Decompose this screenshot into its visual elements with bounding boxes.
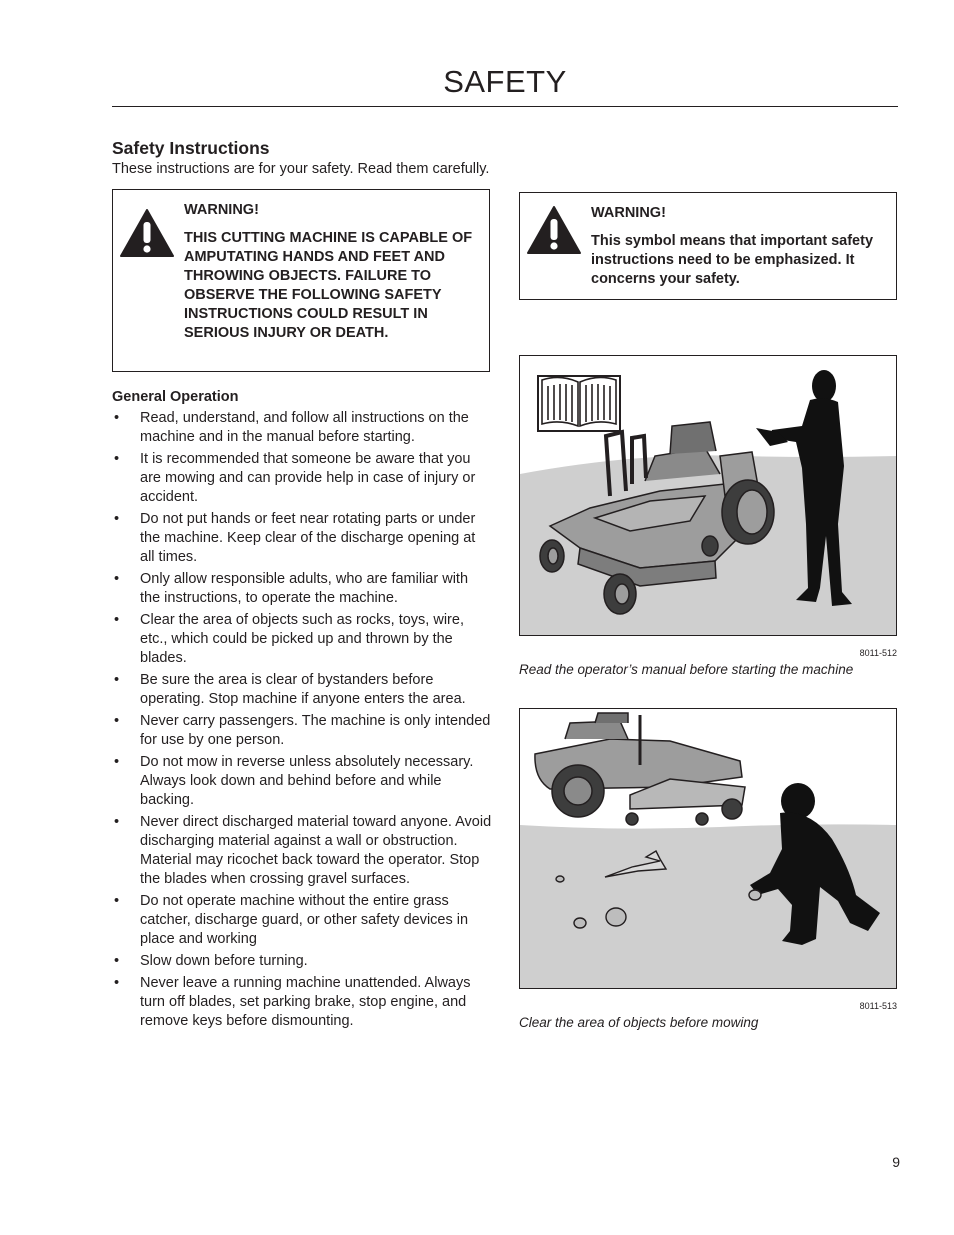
warning-triangle-icon (119, 208, 175, 258)
page-header-title: SAFETY (443, 64, 567, 99)
figure-illustration (519, 708, 897, 989)
page-number: 9 (892, 1154, 900, 1170)
list-item: • Slow down before turning. (112, 952, 492, 971)
list-item: • Never direct discharged material toward anyone. Avoid discharging material against a wall or obstruction. Material may ricochet back toward the operator. Stop the blades when crossing gravel surfaces. (112, 813, 492, 889)
list-item: • Read, understand, and follow all instructions on the machine and in the manual before starting. (112, 409, 492, 447)
list-item: • Only allow responsible adults, who are familiar with the instructions, to operate the machine. (112, 570, 492, 608)
left-column (112, 136, 492, 1034)
warning-box-main (112, 189, 490, 372)
warning-box-symbol (519, 192, 897, 300)
warning-title: WARNING! (591, 205, 666, 221)
warning-triangle-icon (526, 205, 582, 255)
list-item: • Do not operate machine without the entire grass catcher, discharge guard, or other safety devices in place and working (112, 892, 492, 949)
list-item: • Do not put hands or feet near rotating parts or under the machine. Keep clear of the discharge opening at all times. (112, 510, 492, 567)
header-divider (112, 106, 898, 107)
warning-body: This symbol means that important safety instructions need to be emphasized. It concerns your safety. (591, 233, 874, 287)
warning-title: WARNING! (184, 202, 259, 218)
general-operation-list (112, 409, 492, 1031)
list-item: • Never carry passengers. The machine is only intended for use by one person. (112, 712, 492, 750)
figure-code: 8011-513 (859, 1001, 897, 1011)
manual-book-icon (538, 376, 620, 431)
list-item: • Never leave a running machine unattended. Always turn off blades, set parking brake, stop engine, and remove keys before dismounting. (112, 974, 492, 1031)
figure-code: 8011-512 (859, 648, 897, 658)
mower-operator-illustration (520, 356, 896, 635)
list-item: • Be sure the area is clear of bystanders before operating. Stop machine if anyone enters the area. (112, 671, 492, 709)
figure-caption: Read the operator’s manual before starting the machine (519, 662, 854, 677)
figure-caption: Clear the area of objects before mowing (519, 1015, 759, 1030)
section-heading: Safety Instructions (112, 138, 270, 158)
general-operation-heading: General Operation (112, 389, 239, 405)
figure-read-manual (519, 355, 897, 678)
list-item: • It is recommended that someone be aware that you are mowing and can provide help in case of injury or accident. (112, 450, 492, 507)
clear-objects-illustration (520, 709, 896, 988)
figure-clear-area (519, 708, 897, 1031)
list-item: • Clear the area of objects such as rocks, toys, wire, etc., which could be picked up and thrown by the blades. (112, 611, 492, 668)
figure-illustration (519, 355, 897, 636)
section-intro: These instructions are for your safety. Read them carefully. (112, 161, 490, 177)
list-item: • Do not mow in reverse unless absolutely necessary. Always look down and behind before and while backing. (112, 753, 492, 810)
warning-body: THIS CUTTING MACHINE IS CAPABLE OF AMPUTATING HANDS AND FEET AND THROWING OBJECTS. FAILURE TO OBSERVE THE FOLLOWING SAFETY INSTRUCTIONS COULD RESULT IN SERIOUS INJURY OR DEATH. (184, 230, 473, 341)
